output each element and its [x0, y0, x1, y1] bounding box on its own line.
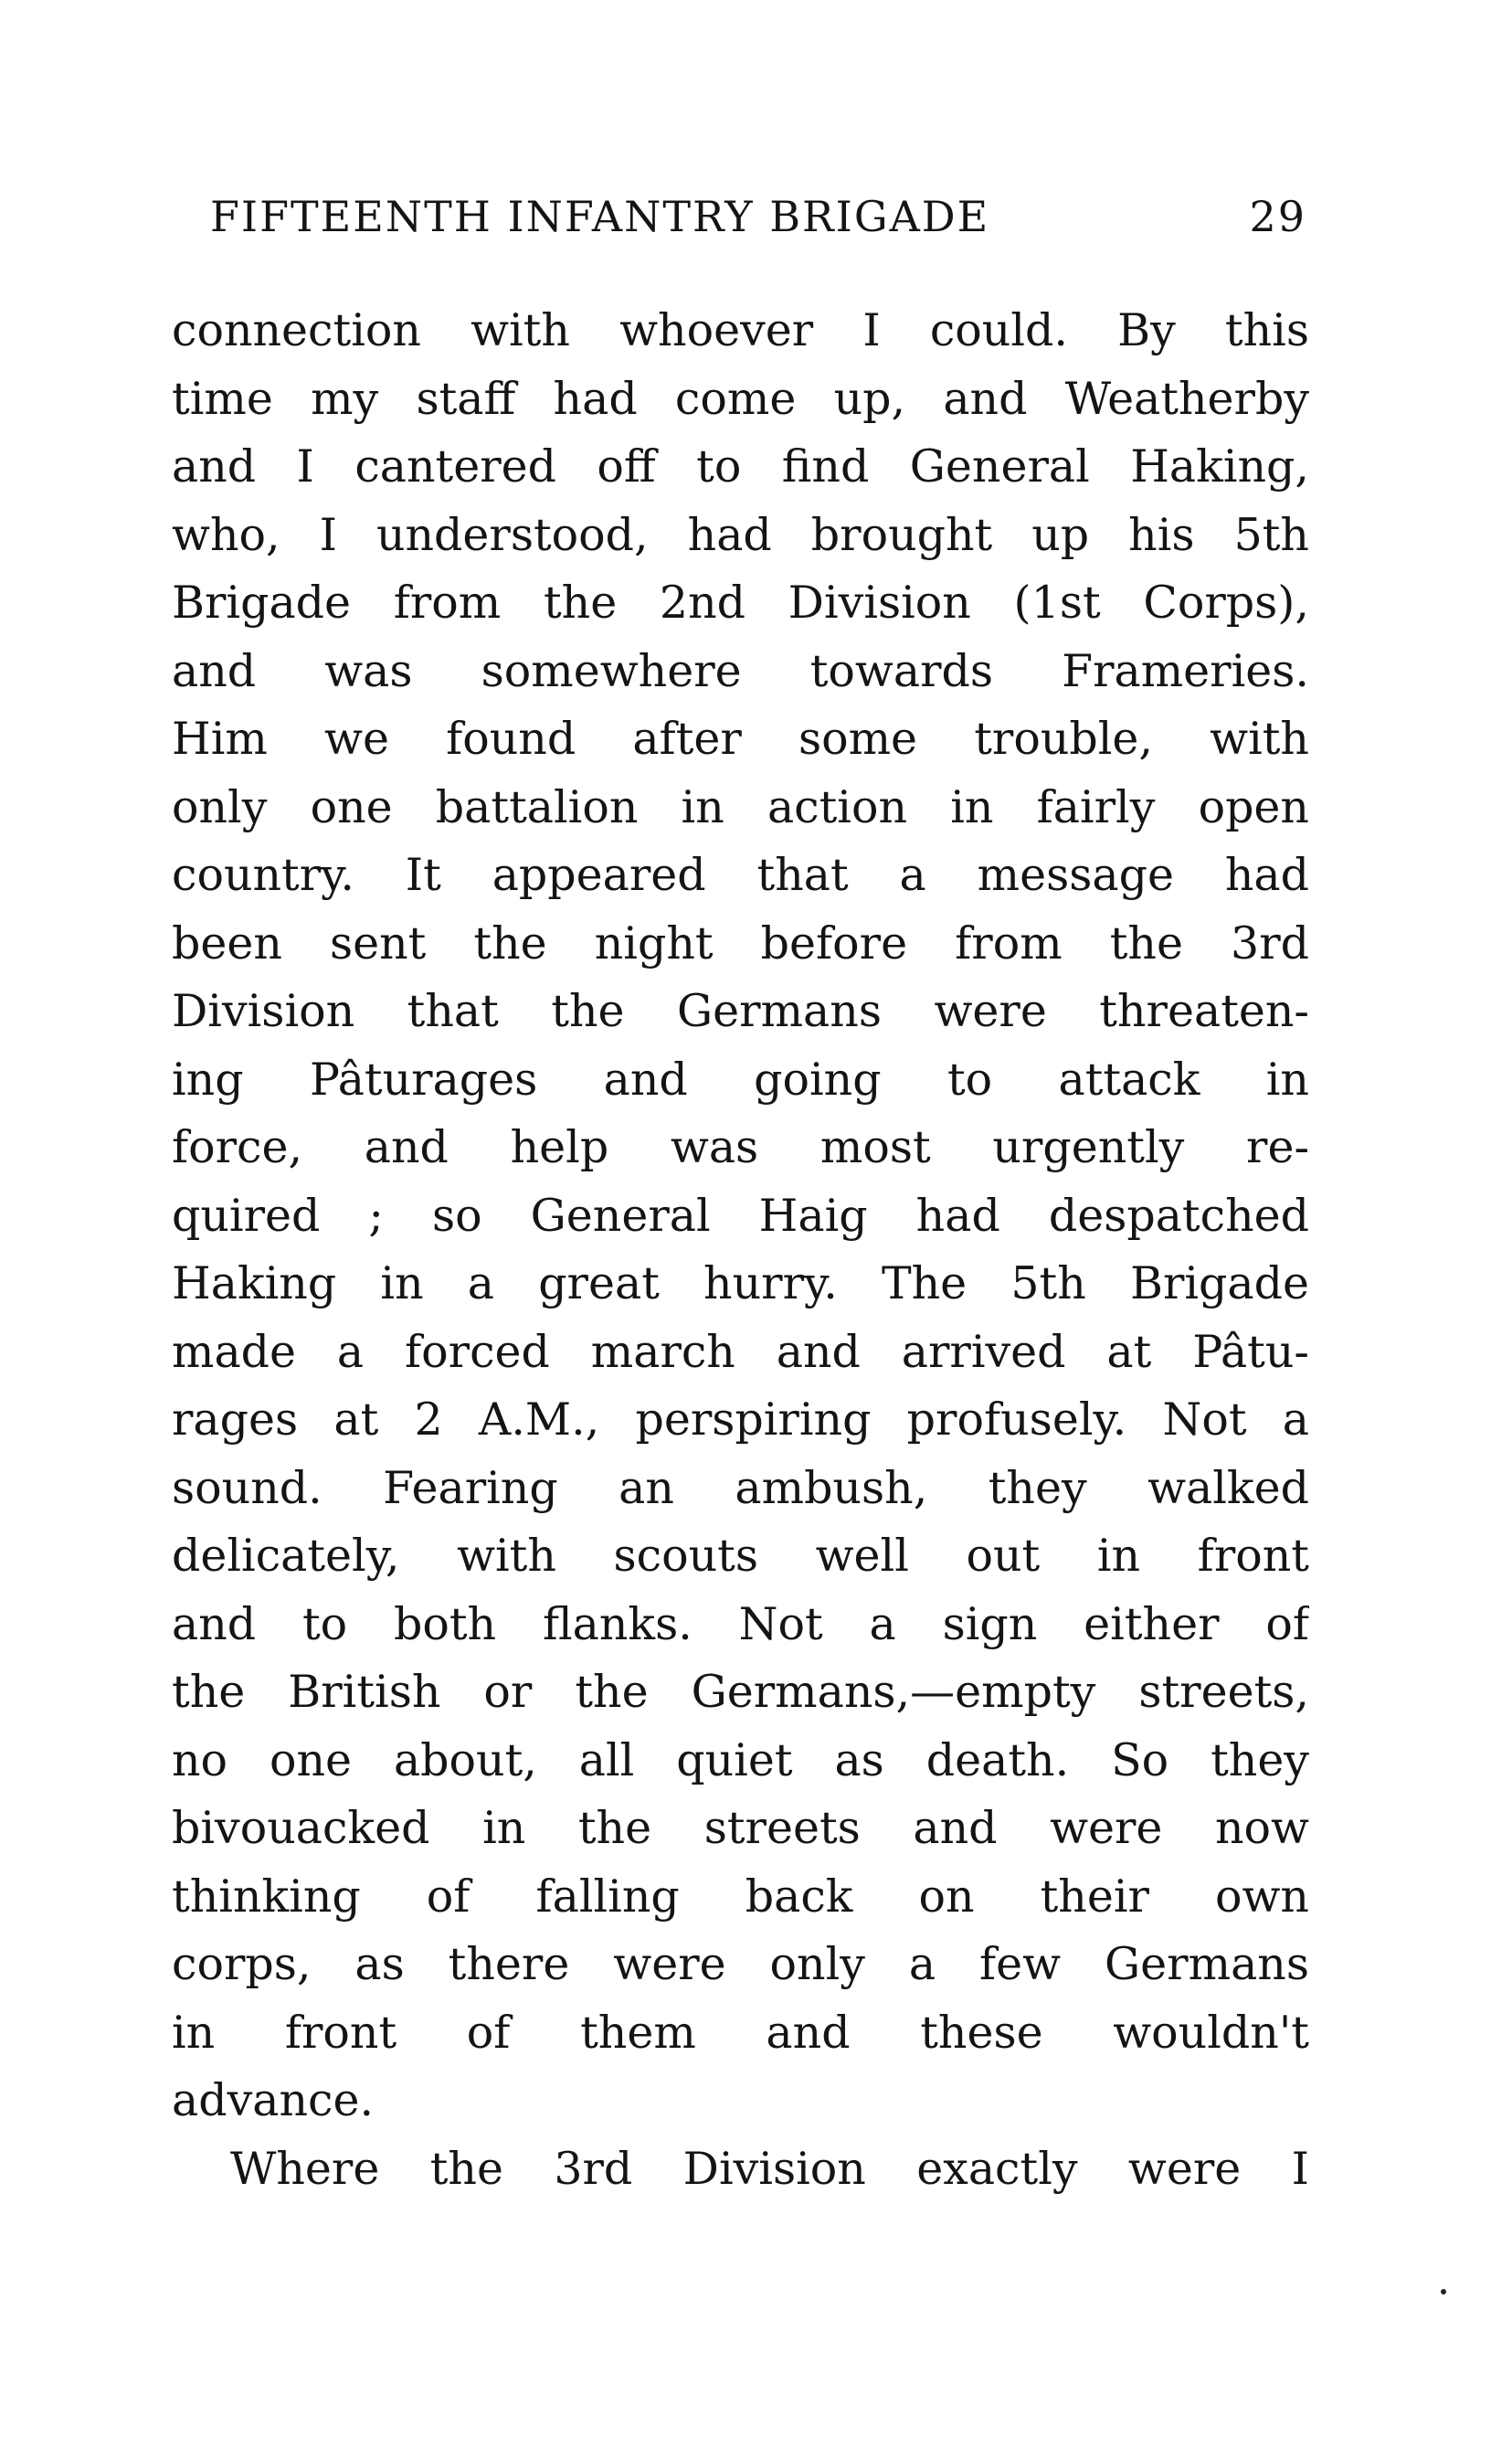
text-line: connection with whoever I could. By this: [172, 304, 1309, 356]
text-line: Division that the Germans were threaten-: [172, 985, 1309, 1037]
running-title: FIFTEENTH INFANTRY BRIGADE: [210, 192, 990, 241]
text-line: Haking in a great hurry. The 5th Brigade: [172, 1257, 1309, 1309]
text-line: the British or the Germans,—empty streets,: [172, 1666, 1309, 1718]
ink-speck: [1441, 2289, 1446, 2294]
text-line: and was somewhere towards Frameries.: [172, 644, 1309, 697]
text-line: only one battalion in action in fairly open: [172, 780, 1309, 833]
text-line: rages at 2 A.M., perspiring profusely. Not a: [172, 1393, 1309, 1446]
text-line: country. It appeared that a message had: [172, 849, 1309, 901]
text-line: in front of them and these wouldn't: [172, 2006, 1309, 2059]
running-head: [210, 192, 1306, 265]
text-line: corps, as there were only a few Germans: [172, 1938, 1309, 1990]
text-line: Brigade from the 2nd Division (1st Corps),: [172, 577, 1309, 629]
text-line: quired ; so General Haig had despatched: [172, 1189, 1309, 1242]
text-line: Where the 3rd Division exactly were I: [230, 2142, 1309, 2195]
text-line: ing Pâturages and going to attack in: [172, 1053, 1309, 1106]
text-line: Him we found after some trouble, with: [172, 713, 1309, 765]
text-line: time my staff had come up, and Weatherby: [172, 372, 1309, 425]
page-number: 29: [1249, 192, 1306, 241]
text-line: no one about, all quiet as death. So they: [172, 1733, 1309, 1786]
text-line: delicately, with scouts well out in front: [172, 1530, 1309, 1582]
body-text: [172, 297, 1309, 2203]
text-line: advance.: [172, 2074, 375, 2126]
text-line: and I cantered off to find General Haking,: [172, 440, 1309, 493]
text-line: been sent the night before from the 3rd: [172, 917, 1309, 970]
text-line: and to both flanks. Not a sign either of: [172, 1597, 1309, 1650]
text-line: made a forced march and arrived at Pâtu-: [172, 1325, 1309, 1378]
text-line: who, I understood, had brought up his 5th: [172, 508, 1309, 561]
text-line: thinking of falling back on their own: [172, 1870, 1309, 1923]
text-line: sound. Fearing an ambush, they walked: [172, 1461, 1309, 1514]
text-line: bivouacked in the streets and were now: [172, 1802, 1309, 1854]
text-line: force, and help was most urgently re-: [172, 1121, 1309, 1173]
